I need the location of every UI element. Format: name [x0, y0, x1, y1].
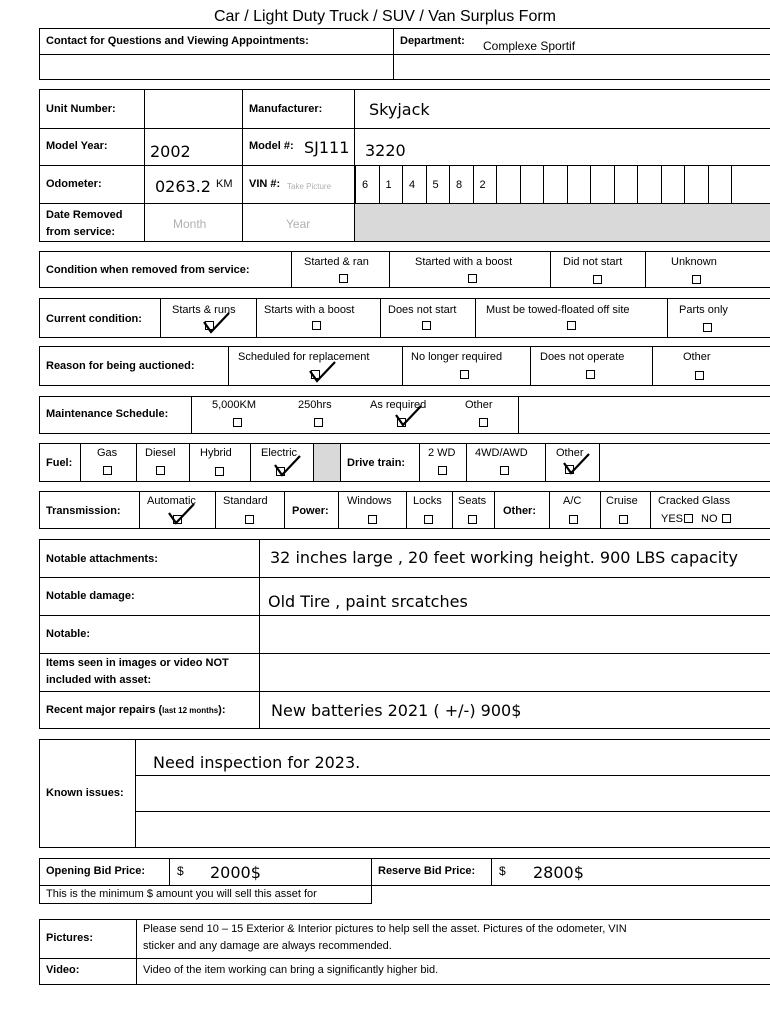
fuel-label: Fuel:	[46, 457, 73, 469]
opt-started-ran: Started & ran	[304, 256, 369, 268]
cb-250hrs[interactable]	[314, 418, 323, 427]
min-amount-note: This is the minimum $ amount you will sell this asset for	[46, 888, 317, 900]
vin-cell[interactable]	[731, 165, 755, 203]
vin-digit: 1	[385, 179, 392, 191]
known-issues-field[interactable]: Need inspection for 2023.	[153, 753, 361, 772]
pictures-label: Pictures:	[46, 932, 94, 944]
vin-cell[interactable]	[543, 165, 567, 203]
vin-cell[interactable]	[684, 165, 708, 203]
date-shaded-area	[355, 204, 770, 241]
video-instructions: Video of the item working can bring a significantly higher bid.	[143, 964, 439, 976]
model-number-field-2[interactable]: 3220	[365, 141, 406, 160]
manufacturer-label: Manufacturer:	[249, 103, 323, 115]
opt-starts-boost: Starts with a boost	[264, 304, 355, 316]
known-issues-label: Known issues:	[46, 787, 124, 799]
attachments-label: Notable attachments:	[46, 553, 158, 565]
vin-digit: 5	[432, 179, 439, 191]
cb-reason-other[interactable]	[695, 371, 704, 380]
opt-2wd: 2 WD	[428, 447, 456, 459]
model-year-field[interactable]: 2002	[150, 142, 191, 161]
vin-digit: 2	[479, 179, 486, 191]
notable-field[interactable]	[260, 616, 770, 653]
repairs-field[interactable]: New batteries 2021 ( +/-) 900$	[271, 701, 522, 720]
opt-seats: Seats	[458, 495, 487, 507]
contact-field[interactable]	[40, 55, 392, 79]
opt-5000km: 5,000KM	[212, 399, 257, 411]
cb-cracked-yes[interactable]	[684, 514, 693, 523]
vin-digit: 8	[456, 179, 463, 191]
cb-4wd[interactable]	[500, 466, 509, 475]
opt-4wd: 4WD/AWD	[475, 447, 528, 459]
opt-automatic: Automatic	[147, 495, 196, 507]
reason-label: Reason for being auctioned:	[46, 360, 195, 372]
vin-digit: 6	[362, 179, 369, 191]
department-label: Department:	[400, 35, 465, 47]
items-not-included-label: Items seen in images or video NOT	[46, 657, 229, 669]
items-not-included-label-2: included with asset:	[46, 674, 152, 686]
unit-number-field[interactable]	[145, 90, 241, 127]
cb-no-longer-required[interactable]	[460, 370, 469, 379]
opt-does-not-start: Does not start	[388, 304, 457, 316]
odometer-label: Odometer:	[46, 178, 102, 190]
vin-label: VIN #:	[249, 178, 281, 190]
drive-train-label: Drive train:	[347, 457, 406, 469]
cb-ac[interactable]	[569, 515, 578, 524]
model-number-field[interactable]: SJ111	[304, 138, 350, 157]
opt-unknown: Unknown	[671, 256, 717, 268]
pictures-instructions: Please send 10 – 15 Exterior & Interior pictures to help sell the asset. Pictures of the odometer, VIN	[143, 923, 627, 935]
transmission-label: Transmission:	[46, 505, 121, 517]
attachments-field[interactable]: 32 inches large , 20 feet working height. 900 LBS capacity	[270, 548, 738, 567]
opt-gas: Gas	[97, 447, 118, 459]
cb-diesel[interactable]	[156, 466, 165, 475]
vin-cell[interactable]	[590, 165, 614, 203]
vin-cell[interactable]	[496, 165, 520, 203]
yes-label: YES	[661, 513, 684, 525]
cracked-glass-label: Cracked Glass	[658, 495, 731, 507]
odometer-field[interactable]: 0263.2	[155, 177, 211, 196]
power-label: Power:	[292, 505, 329, 517]
vin-cell[interactable]	[637, 165, 661, 203]
cb-5000km[interactable]	[233, 418, 242, 427]
known-issues-table	[39, 739, 770, 848]
opt-started-boost: Started with a boost	[415, 256, 513, 268]
checkmark-icon	[168, 503, 196, 525]
cb-windows[interactable]	[368, 515, 377, 524]
damage-label: Notable damage:	[46, 590, 135, 602]
maintenance-label: Maintenance Schedule:	[46, 408, 169, 420]
condition-removed-label: Condition when removed from service:	[46, 264, 250, 276]
checkmark-icon	[203, 312, 231, 334]
date-removed-label: Date Removed	[46, 209, 123, 221]
opt-towed: Must be towed-floated off site	[486, 304, 630, 316]
currency-symbol: $	[177, 864, 184, 878]
opt-reason-other: Other	[683, 351, 711, 363]
odometer-unit: KM	[216, 178, 233, 190]
opt-maint-other: Other	[465, 399, 493, 411]
year-field[interactable]: Year	[286, 217, 311, 231]
cb-towed[interactable]	[567, 321, 576, 330]
reserve-bid-field[interactable]: 2800$	[533, 863, 584, 882]
cb-parts-only[interactable]	[703, 323, 712, 332]
opt-starts-runs: Starts & runs	[172, 304, 236, 316]
form-title: Car / Light Duty Truck / SUV / Van Surplus Form	[213, 8, 557, 25]
notable-label: Notable:	[46, 628, 90, 640]
cb-standard[interactable]	[245, 515, 254, 524]
no-label: NO	[701, 513, 718, 525]
cb-locks[interactable]	[424, 515, 433, 524]
cb-gas[interactable]	[103, 466, 112, 475]
opt-drive-other: Other	[556, 447, 584, 459]
opt-locks: Locks	[413, 495, 442, 507]
contact-label: Contact for Questions and Viewing Appointments:	[46, 35, 309, 47]
unit-number-label: Unit Number:	[46, 103, 116, 115]
opt-does-not-operate: Does not operate	[540, 351, 625, 363]
cb-cruise[interactable]	[619, 515, 628, 524]
cb-did-not-start[interactable]	[593, 275, 602, 284]
fuel-shaded-cell	[314, 444, 340, 481]
opt-standard: Standard	[223, 495, 268, 507]
cb-maint-other[interactable]	[479, 418, 488, 427]
vin-cell[interactable]	[708, 165, 732, 203]
checkmark-icon	[563, 453, 591, 475]
opt-scheduled-replacement: Scheduled for replacement	[238, 351, 370, 363]
items-not-included-field[interactable]	[260, 654, 770, 691]
vin-digit: 4	[409, 179, 416, 191]
repairs-label: Recent major repairs (last 12 months):	[46, 704, 226, 716]
model-year-label: Model Year:	[46, 140, 108, 152]
checkmark-icon	[274, 455, 302, 477]
opt-windows: Windows	[347, 495, 392, 507]
month-field[interactable]: Month	[173, 217, 207, 231]
manufacturer-field[interactable]: Skyjack	[369, 100, 430, 119]
department-field[interactable]: Complexe Sportif	[483, 39, 576, 53]
vin-hint: Take Picture	[287, 182, 332, 191]
model-number-label: Model #:	[249, 140, 294, 152]
opt-electric: Electric	[261, 447, 298, 459]
opt-diesel: Diesel	[145, 447, 176, 459]
opt-as-required: As required	[370, 399, 427, 411]
cb-unknown[interactable]	[692, 275, 701, 284]
date-removed-label-2: from service:	[46, 226, 116, 238]
opt-ac: A/C	[563, 495, 582, 507]
opt-hybrid: Hybrid	[200, 447, 232, 459]
cb-2wd[interactable]	[438, 466, 447, 475]
cb-started-ran[interactable]	[339, 274, 348, 283]
vin-cell[interactable]	[614, 165, 638, 203]
video-label: Video:	[46, 964, 80, 976]
opening-bid-label: Opening Bid Price:	[46, 865, 146, 877]
other-label: Other:	[503, 505, 536, 517]
pictures-instructions-2: sticker and any damage are always recommended.	[143, 940, 392, 952]
cb-hybrid[interactable]	[215, 467, 224, 476]
opt-no-longer-required: No longer required	[411, 351, 503, 363]
cb-cracked-no[interactable]	[722, 514, 731, 523]
cb-seats[interactable]	[468, 515, 477, 524]
reserve-bid-label: Reserve Bid Price:	[378, 865, 476, 877]
checkmark-icon	[395, 405, 423, 427]
opt-cruise: Cruise	[606, 495, 638, 507]
vin-cell[interactable]	[661, 165, 685, 203]
cb-does-not-start[interactable]	[422, 321, 431, 330]
current-condition-label: Current condition:	[46, 313, 142, 325]
opt-250hrs: 250hrs	[298, 399, 332, 411]
damage-field[interactable]: Old Tire , paint srcatches	[268, 592, 468, 611]
cb-does-not-operate[interactable]	[586, 370, 595, 379]
checkmark-icon	[309, 361, 337, 383]
opt-parts-only: Parts only	[679, 304, 728, 316]
currency-symbol: $	[499, 864, 506, 878]
cb-starts-boost[interactable]	[312, 321, 321, 330]
vin-cell[interactable]	[520, 165, 544, 203]
opt-did-not-start: Did not start	[563, 256, 623, 268]
vin-cell[interactable]	[567, 165, 591, 203]
opening-bid-field[interactable]: 2000$	[210, 863, 261, 882]
cb-started-boost[interactable]	[468, 274, 477, 283]
